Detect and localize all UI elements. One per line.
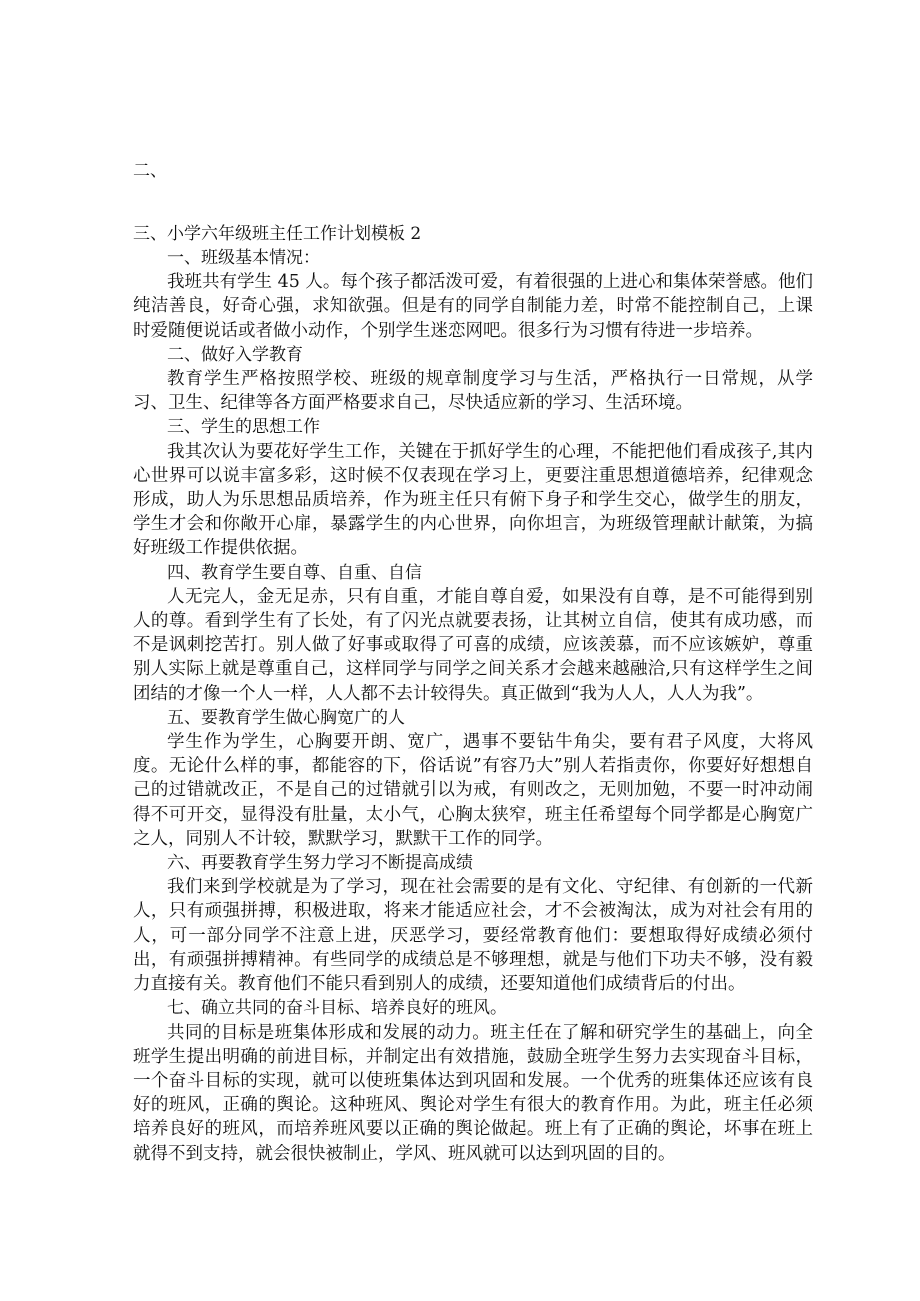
section-paragraph-2: 教育学生严格按照学校、班级的规章制度学习与生活，严格执行一日常规，从学习、卫生、纪律等各方面严格要求自己，尽快适应新的学习、生活环境。 xyxy=(133,369,813,414)
section-heading-4: 四、教育学生要自尊、自重、自信 xyxy=(167,562,422,583)
section-heading-5: 五、要教育学生做心胸宽广的人 xyxy=(167,707,405,728)
section-paragraph-4: 人无完人，金无足赤，只有自重，才能自尊自爱，如果没有自尊，是不可能得到别人的尊。看到学生有了长处，有了闪光点就要表扬，让其树立自信，使其有成功感，而不是讽刺挖苦打。别人做了好事或取得了可喜的成绩，应该羡慕，而不应该嫉妒，尊重别人实际上就是尊重自己，这样同学与同学之间关系才会越来越融洽,只有这样学生之间团结的才像一个人一样，人人都不去计较得失。真正做到“我为人人，人人为我”。 xyxy=(133,586,813,704)
section-mark: 二、 xyxy=(133,161,167,181)
section-paragraph-3: 我其次认为要花好学生工作，关键在于抓好学生的心理，不能把他们看成孩子,其内心世界可以说丰富多彩，这时候不仅表现在学习上，更要注重思想道德培养，纪律观念形成，助人为乐思想品质培养，作为班主任只有俯下身子和学生交心，做学生的朋友，学生才会和你敞开心扉，暴露学生的内心世界，向你坦言，为班级管理献计献策，为搞好班级工作提供依据。 xyxy=(133,441,813,559)
section-heading-1: 一、班级基本情况： xyxy=(167,248,320,268)
section-paragraph-7: 共同的目标是班集体形成和发展的动力。班主任在了解和研究学生的基础上，向全班学生提出明确的前进目标，并制定出有效措施，鼓励全班学生努力去实现奋斗目标，一个奋斗目标的实现，就可以使班集体达到巩固和发展。一个优秀的班集体还应该有良好的班风，正确的舆论。这种班风、舆论对学生有很大的教育作用。为此，班主任必须培养良好的班风，而培养班风要以正确的舆论做起。班上有了正确的舆论，坏事在班上就得不到支持，就会很快被制止，学风、班风就可以达到巩固的目的。 xyxy=(133,1022,813,1164)
section-paragraph-5: 学生作为学生，心胸要开朗、宽广，遇事不要钻牛角尖，要有君子风度，大将风度。无论什么样的事，都能容的下，俗话说”有容乃大”别人若指责你，你要好好想想自己的过错就改正，不是自己的过错就引以为戒，有则改之，无则加勉，不要一时冲动闹得不可开交，显得没有肚量，太小气，心胸太狭窄，班主任希望每个同学都是心胸宽广之人，同别人不计较，默默学习，默默干工作的同学。 xyxy=(133,732,813,849)
section-heading-7: 七、确立共同的奋斗目标、培养良好的班风。 xyxy=(167,998,507,1019)
document-body xyxy=(133,246,813,1166)
section-heading-6: 六、再要教育学生努力学习不断提高成绩 xyxy=(167,853,473,874)
section-heading-2: 二、做好入学教育 xyxy=(167,344,303,365)
document-title: 三、小学六年级班主任工作计划模板 2 xyxy=(133,224,422,244)
section-paragraph-6: 我们来到学校就是为了学习，现在社会需要的是有文化、守纪律、有创新的一代新人，只有顽强拼搏，积极进取，将来才能适应社会，才不会被淘汰，成为对社会有用的人，可一部分同学不注意上进，厌恶学习，要经常教育他们：要想取得好成绩必须付出，有顽强拼搏精神。有些同学的成绩总是不够理想，就是与他们下功夫不够，没有毅力直接有关。教育他们不能只看到别人的成绩，还要知道他们成绩背后的付出。 xyxy=(133,877,813,995)
section-paragraph-1: 我班共有学生 45 人。每个孩子都活泼可爱，有着很强的上进心和集体荣誉感。他们纯洁善良，好奇心强，求知欲强。但是有的同学自制能力差，时常不能控制自己，上课时爱随便说话或者做小动作，个别学生迷恋网吧。很多行为习惯有待进一步培养。 xyxy=(133,272,813,341)
section-heading-3: 三、学生的思想工作 xyxy=(167,417,320,438)
